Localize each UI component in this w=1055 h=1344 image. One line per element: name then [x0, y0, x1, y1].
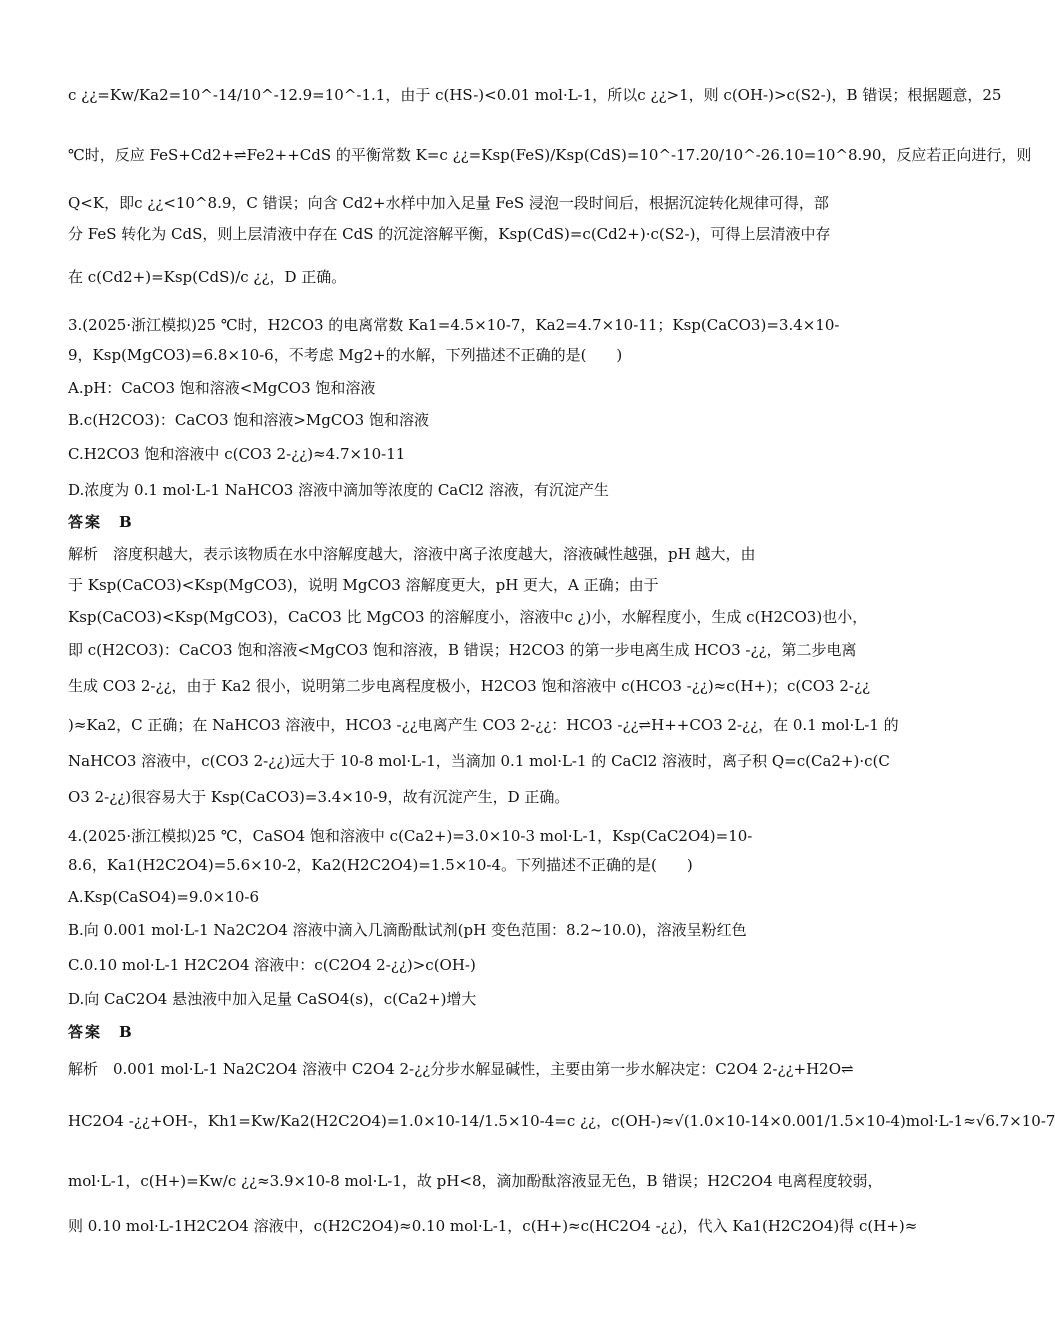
option-b: B.c(H2CO3)：CaCO3 饱和溶液>MgCO3 饱和溶液 [68, 411, 429, 429]
analysis-line: )≈Ka2，C 正确；在 NaHCO3 溶液中，HCO3 -¿¿电离产生 CO3 2-¿¿：HCO3 -¿¿⇌H++CO3 2-¿¿，在 0.1 mol·L-1 的 [68, 716, 899, 734]
text-line: 分 FeS 转化为 CdS，则上层清液中存在 CdS 的沉淀溶解平衡，Ksp(CdS)=c(Cd2+)·c(S2-)，可得上层清液中存 [68, 225, 831, 243]
option-a: A.Ksp(CaSO4)=9.0×10-6 [68, 888, 260, 906]
text-line: 在 c(Cd2+)=Ksp(CdS)/c ¿¿，D 正确。 [68, 268, 347, 286]
analysis-line: 即 c(H2CO3)：CaCO3 饱和溶液<MgCO3 饱和溶液，B 错误；H2CO3 的第一步电离生成 HCO3 -¿¿，第二步电离 [68, 641, 857, 659]
text-line: c ¿¿=Kw/Ka2=10^-14/10^-12.9=10^-1.1，由于 c(HS-)<0.01 mol·L-1，所以c ¿¿>1，则 c(OH-)>c(S2-)，B 错误；根据题意，25 [68, 86, 1002, 104]
answer-label: 答案 B [68, 1023, 134, 1041]
option-a: A.pH：CaCO3 饱和溶液<MgCO3 饱和溶液 [68, 379, 376, 397]
question-4-stem: 4.(2025·浙江模拟)25 ℃，CaSO4 饱和溶液中 c(Ca2+)=3.0×10-3 mol·L-1，Ksp(CaC2O4)=10- [68, 827, 753, 845]
option-c: C.0.10 mol·L-1 H2C2O4 溶液中：c(C2O4 2-¿¿)>c(OH-) [68, 956, 476, 974]
question-4-stem-cont: 8.6，Ka1(H2C2O4)=5.6×10-2，Ka2(H2C2O4)=1.5×10-4。下列描述不正确的是( ) [68, 856, 693, 874]
analysis-line: O3 2-¿¿)很容易大于 Ksp(CaCO3)=3.4×10-9，故有沉淀产生，D 正确。 [68, 788, 570, 806]
text-line: Q<K，即c ¿¿<10^8.9，C 错误；向含 Cd2+水样中加入足量 FeS 浸泡一段时间后，根据沉淀转化规律可得，部 [68, 194, 829, 212]
analysis-line: 解析 溶度积越大，表示该物质在水中溶解度越大，溶液中离子浓度越大，溶液碱性越强，pH 越大，由 [68, 545, 756, 563]
analysis-line: HC2O4 -¿¿+OH-，Kh1=Kw/Ka2(H2C2O4)=1.0×10-14/1.5×10-4=c ¿¿，c(OH-)≈√(1.0×10-14×0.001/1.5×10-4)mol·L-1≈√6.7×10-7 [68, 1112, 1055, 1130]
option-c: C.H2CO3 饱和溶液中 c(CO3 2-¿¿)≈4.7×10-11 [68, 445, 406, 463]
question-3-stem: 3.(2025·浙江模拟)25 ℃时，H2CO3 的电离常数 Ka1=4.5×10-7，Ka2=4.7×10-11；Ksp(CaCO3)=3.4×10- [68, 316, 840, 334]
option-d: D.向 CaC2O4 悬浊液中加入足量 CaSO4(s)，c(Ca2+)增大 [68, 990, 477, 1008]
analysis-line: 于 Ksp(CaCO3)<Ksp(MgCO3)，说明 MgCO3 溶解度更大，pH 更大，A 正确；由于 [68, 576, 659, 594]
question-3-stem-cont: 9，Ksp(MgCO3)=6.8×10-6，不考虑 Mg2+的水解，下列描述不正确的是( ) [68, 346, 623, 364]
analysis-line: 则 0.10 mol·L-1H2C2O4 溶液中，c(H2C2O4)≈0.10 mol·L-1，c(H+)≈c(HC2O4 -¿¿)，代入 Ka1(H2C2O4)得 c(H+)≈ [68, 1217, 918, 1235]
analysis-line: 解析 0.001 mol·L-1 Na2C2O4 溶液中 C2O4 2-¿¿分步水解显碱性，主要由第一步水解决定：C2O4 2-¿¿+H2O⇌ [68, 1060, 854, 1078]
analysis-line: NaHCO3 溶液中，c(CO3 2-¿¿)远大于 10-8 mol·L-1，当滴加 0.1 mol·L-1 的 CaCl2 溶液时，离子积 Q=c(Ca2+)·c(C [68, 752, 890, 770]
analysis-line: mol·L-1，c(H+)=Kw/c ¿¿≈3.9×10-8 mol·L-1，故 pH<8，滴加酚酞溶液显无色，B 错误；H2C2O4 电离程度较弱， [68, 1172, 883, 1190]
analysis-line: Ksp(CaCO3)<Ksp(MgCO3)，CaCO3 比 MgCO3 的溶解度小，溶液中c ¿)小，水解程度小，生成 c(H2CO3)也小， [68, 608, 868, 626]
analysis-line: 生成 CO3 2-¿¿，由于 Ka2 很小，说明第二步电离程度极小，H2CO3 饱和溶液中 c(HCO3 -¿¿)≈c(H+)；c(CO3 2-¿¿ [68, 677, 871, 695]
option-d: D.浓度为 0.1 mol·L-1 NaHCO3 溶液中滴加等浓度的 CaCl2 溶液，有沉淀产生 [68, 481, 609, 499]
option-b: B.向 0.001 mol·L-1 Na2C2O4 溶液中滴入几滴酚酞试剂(pH 变色范围：8.2~10.0)，溶液呈粉红色 [68, 921, 747, 939]
text-line: ℃时，反应 FeS+Cd2+⇌Fe2++CdS 的平衡常数 K=c ¿¿=Ksp(FeS)/Ksp(CdS)=10^-17.20/10^-26.10=10^8.90，反应若正向进行，则 [68, 146, 1032, 164]
answer-label: 答案 B [68, 513, 134, 531]
